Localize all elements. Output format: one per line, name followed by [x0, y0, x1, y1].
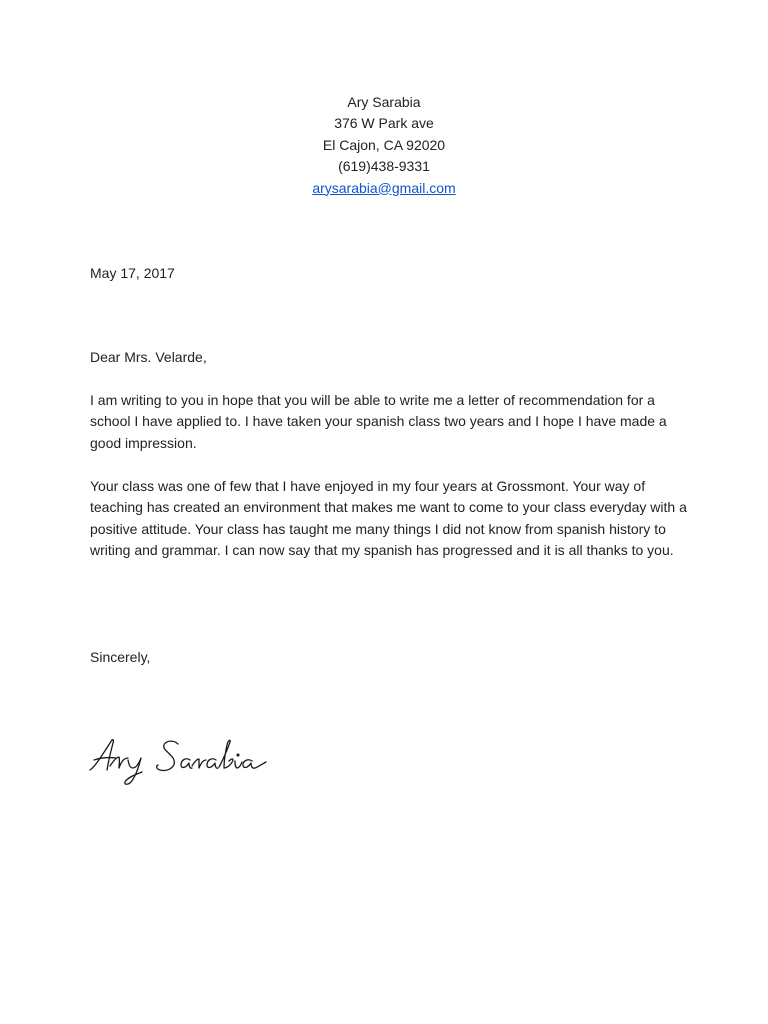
letter-paragraph-1: I am writing to you in hope that you will be able to write me a letter of recommendation for a school I have applied to. I have taken your spanish class two years and I hope I have made a good impression. — [90, 392, 667, 451]
sender-city-line: El Cajon, CA 92020 — [322, 136, 446, 153]
letter-paragraph-2: Your class was one of few that I have enjoyed in my four years at Grossmont. Your way of teaching has created an environment that makes me want to come to your class everyday with a positive attitude. Your class has taught me many things I did not know from spanish history to writing and grammar. I can now say that my spanish has progressed and it is all thanks to you. — [90, 478, 687, 559]
sender-street: 376 W Park ave — [334, 115, 434, 132]
signature-drawing — [86, 730, 286, 790]
sender-email-link[interactable]: arysarabia@gmail.com — [312, 179, 456, 196]
sender-name: Ary Sarabia — [347, 94, 421, 110]
sender-phone: (619)438-9331 — [338, 158, 430, 175]
letter-closing: Sincerely, — [90, 649, 151, 665]
letter-date: May 17, 2017 — [90, 265, 175, 281]
handwritten-signature — [86, 730, 286, 790]
sender-address-block — [0, 92, 768, 199]
letter-salutation: Dear Mrs. Velarde, — [90, 349, 207, 365]
